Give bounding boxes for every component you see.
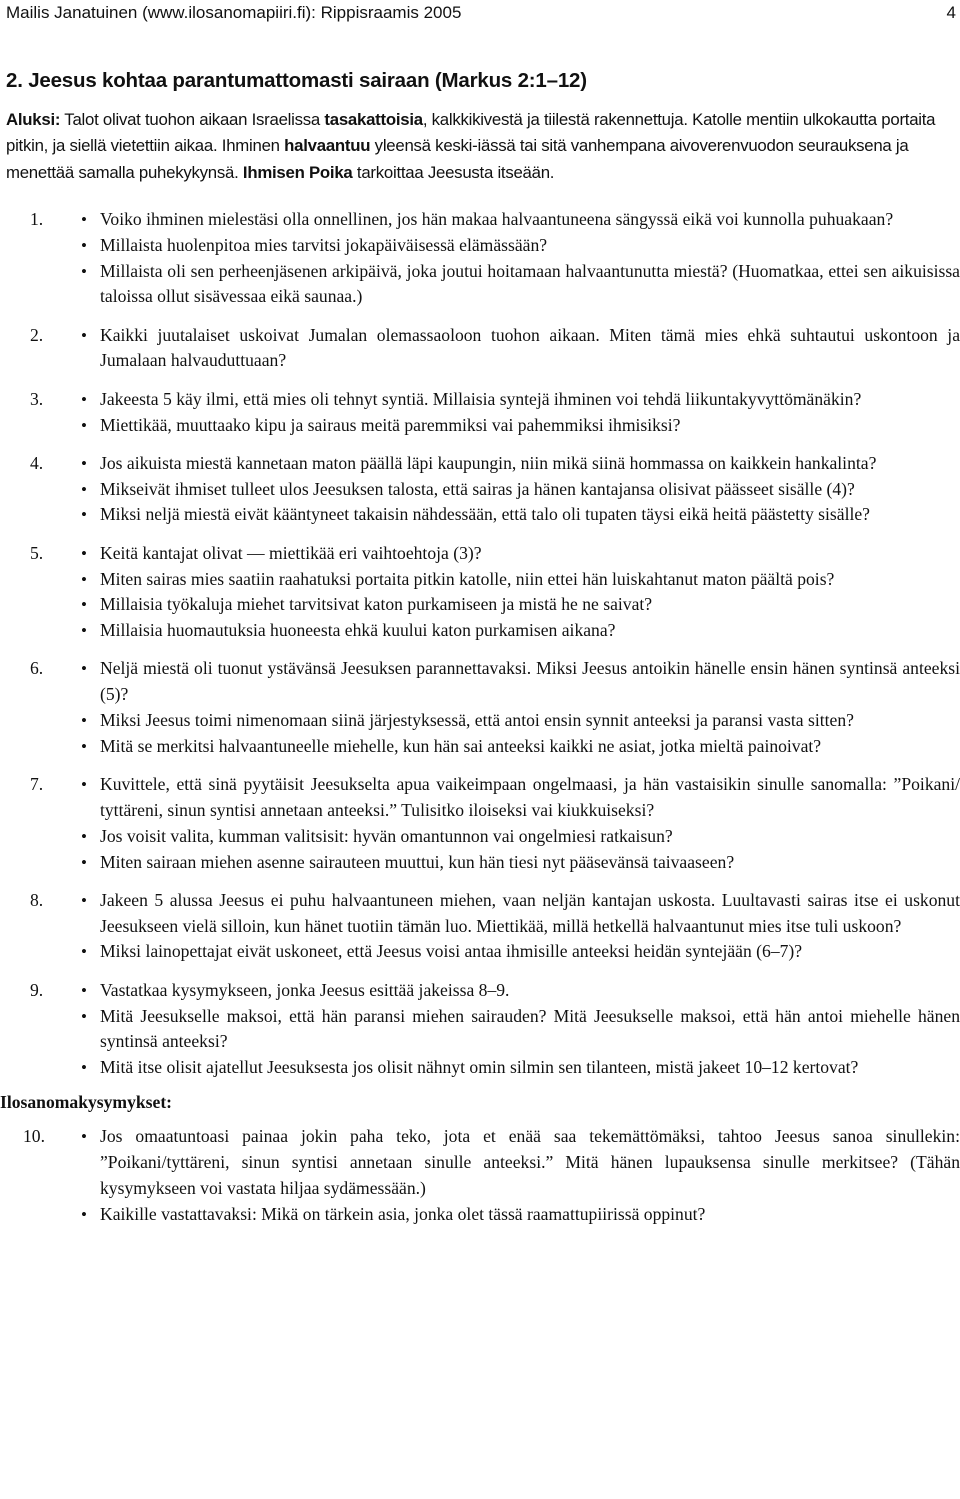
question-text: Miten sairas mies saatiin raahatuksi portaita pitkin katolle, niin ettei hän luiskahtanut maton päältä pois?	[100, 568, 835, 589]
question-text: Jos omaatuntoasi painaa jokin paha teko, jota et enää saa tekemättömäksi, tahtoo Jeesus sanoa sinullekin: ”Poikani/tyttäreni, sinun syntisi annetaan sinulle anteeksi.” Mitä hänen lupauksensa sinulle merkitsee? (Tähän kysymykseen voi vastata hiljaa sydämessään.)	[100, 1126, 960, 1198]
question-text: Mitä Jeesukselle maksoi, että hän paransi miehen sairauden? Mitä Jeesukselle maksoi, että hän antoi miehelle hänen syntinsä anteeksi?	[100, 1005, 960, 1052]
bullet-icon: •	[81, 235, 87, 255]
question-number: 2.	[30, 324, 44, 345]
question-text: Jakeesta 5 käy ilmi, että mies oli tehnyt syntiä. Millaisia syntejä ihminen voi tehdä liikuntakyvyttömänäkin?	[100, 388, 862, 409]
question-text: Millaista oli sen perheenjäsenen arkipäivä, joka joutui hoitamaan halvaantunutta miestä? (Huomatkaa, ettei sen aikuisissa taloissa ollut sisävessaa eikä saunaa.)	[100, 260, 960, 307]
question-item	[6, 978, 960, 1004]
intro-text: , kalkkikivestä ja tiilestä rakennettuja. Katolle mentiin ulkokautta portaita pitkin, ja siellä vietettiin aikaa. Ihminen	[6, 110, 936, 156]
page-number: 4	[946, 3, 956, 22]
question-text: Mitä se merkitsi halvaantuneelle miehelle, kun hän sai anteeksi kaikki ne asiat, jotka mieltä painoivat?	[100, 735, 822, 756]
question-item	[6, 592, 960, 618]
bullet-icon: •	[81, 389, 87, 409]
question-item	[6, 939, 960, 965]
subheading-ilosanomakysymykset: Ilosanomakysymykset:	[0, 1092, 173, 1113]
bullet-icon: •	[81, 1204, 87, 1224]
question-text: Voiko ihminen mielestäsi olla onnellinen, jos hän makaa halvaantuneena sängyssä eikä voi kunnolla puhuakaan?	[100, 209, 894, 229]
question-number: 6.	[30, 658, 44, 679]
question-text: Jos voisit valita, kumman valitsisit: hyvän omantunnon vai ongelmiesi ratkaisun?	[100, 825, 673, 846]
bullet-icon: •	[81, 980, 87, 1000]
question-number: 3.	[30, 388, 44, 409]
question-item	[6, 567, 960, 593]
intro-text: tarkoittaa Jeesusta itseään.	[352, 162, 555, 182]
question-list	[0, 207, 960, 1240]
question-text: Miksi neljä miestä eivät kääntyneet takaisin nähdessään, että talo oli tupaten täysi eikä heitä päästetty sisälle?	[100, 504, 870, 525]
question-number: 1.	[30, 209, 44, 229]
question-number: 5.	[30, 542, 44, 563]
question-number: 9.	[30, 979, 44, 1000]
question-item	[6, 323, 960, 375]
bullet-icon: •	[81, 415, 87, 435]
question-text: Miettikää, muuttaako kipu ja sairaus meitä paremmiksi vai pahemmiksi ihmisiksi?	[100, 414, 681, 435]
question-group	[6, 207, 960, 310]
bullet-icon: •	[81, 569, 87, 589]
question-group	[6, 323, 960, 375]
bullet-icon: •	[81, 543, 87, 563]
question-group	[6, 656, 960, 759]
question-item	[6, 824, 960, 850]
bullet-icon: •	[81, 261, 87, 281]
question-item	[6, 1124, 960, 1201]
question-item	[6, 541, 960, 567]
question-text: Vastatkaa kysymykseen, jonka Jeesus esittää jakeissa 8–9.	[100, 979, 510, 1000]
question-text: Miksi Jeesus toimi nimenomaan siinä järjestyksessä, että antoi ensin synnit anteeksi ja paransi vasta sitten?	[100, 710, 854, 731]
bullet-icon: •	[81, 595, 87, 615]
question-text: Miksi lainopettajat eivät uskoneet, että Jeesus voisi antaa ihmisille anteeksi heidän syntejään (6–7)?	[100, 941, 803, 962]
question-group	[6, 978, 960, 1081]
bullet-icon: •	[81, 1127, 87, 1147]
bullet-icon: •	[81, 479, 87, 499]
question-item	[6, 1004, 960, 1056]
question-item	[6, 502, 960, 528]
intro-paragraph	[6, 107, 958, 186]
question-text: Millaista huolenpitoa mies tarvitsi jokapäiväisessä elämässään?	[100, 234, 548, 255]
bullet-icon: •	[81, 210, 87, 229]
intro-term-tasakattoisia: tasakattoisia	[324, 110, 423, 129]
bullet-icon: •	[81, 826, 87, 846]
question-item	[6, 259, 960, 311]
question-text: Millaisia työkaluja miehet tarvitsivat katon purkamiseen ja mistä he ne saivat?	[100, 594, 653, 615]
bullet-icon: •	[81, 325, 87, 345]
question-item	[6, 734, 960, 760]
question-text: Jos aikuista miestä kannetaan maton päällä läpi kaupungin, niin mikä siinä hommassa on kaikkein hankalinta?	[100, 452, 877, 473]
question-number: 8.	[30, 889, 44, 910]
bullet-icon: •	[81, 621, 87, 641]
bullet-icon: •	[81, 942, 87, 962]
question-item	[6, 656, 960, 708]
question-item	[6, 233, 960, 259]
question-item	[6, 207, 960, 233]
bullet-icon: •	[81, 890, 87, 910]
question-text: Keitä kantajat olivat — miettikää eri vaihtoehtoja (3)?	[100, 542, 482, 563]
question-item	[6, 708, 960, 734]
question-number: 10.	[23, 1126, 45, 1147]
question-group	[6, 772, 960, 875]
bullet-icon: •	[81, 453, 87, 473]
question-text: Jakeen 5 alussa Jeesus ei puhu halvaantuneen miehen, vaan neljän kantajan uskosta. Luultavasti sairas itse ei uskonut Jeesukseen vielä silloin, kun hänet tuotiin tämän luo. Miettikää, millä hetkellä halvaantunut mies itse tuli uskoon?	[100, 889, 960, 936]
question-text: Miten sairaan miehen asenne sairauteen muuttui, kun hän tiesi nyt pääsevänsä taivaaseen?	[100, 851, 735, 872]
question-text: Mitä itse olisit ajatellut Jeesuksesta jos olisit nähnyt omin silmin sen tilanteen, mistä jakeet 10–12 kertovat?	[100, 1057, 859, 1078]
question-item	[6, 1202, 960, 1228]
intro-text: yleensä keski-iässä tai sitä vanhempana aivoverenvuodon seurauksena ja menettää samalla puhekykynsä.	[6, 136, 909, 182]
intro-term-ihmisen-poika: Ihmisen Poika	[242, 162, 353, 182]
bullet-icon: •	[81, 1058, 87, 1078]
question-text: Kaikki juutalaiset uskoivat Jumalan olemassaoloon tuohon aikaan. Miten tämä mies ehkä suhtautui uskontoon ja Jumalaan halvauduttuaan?	[100, 324, 960, 371]
question-group	[6, 1124, 960, 1227]
bullet-icon: •	[81, 711, 87, 731]
question-text: Millaisia huomautuksia huoneesta ehkä kuului katon purkamisen aikana?	[100, 620, 616, 641]
question-item	[6, 618, 960, 644]
question-item	[6, 1055, 960, 1081]
intro-term-halvaantuu: halvaantuu	[284, 136, 371, 156]
question-text: Kuvittele, että sinä pyytäisit Jeesukselta apua vaikeimpaan ongelmaasi, ja hän vastaisikin sinulle sanomalla: ”Poikani/ tyttäreni, sinun syntisi annetaan anteeksi.” Tulisitko iloiseksi vai kiukkuiseksi?	[100, 774, 960, 820]
intro-label: Aluksi:	[6, 110, 61, 129]
bullet-icon: •	[81, 505, 87, 525]
bullet-icon: •	[81, 736, 87, 756]
section-title: 2. Jeesus kohtaa parantumattomasti sairaan (Markus 2:1–12)	[6, 69, 587, 92]
question-group	[6, 387, 960, 439]
question-item	[6, 850, 960, 876]
header-source: Mailis Janatuinen (www.ilosanomapiiri.fi): Rippisraamis 2005	[6, 3, 462, 22]
question-item	[6, 387, 960, 413]
question-group	[6, 888, 960, 965]
question-number: 7.	[30, 774, 44, 795]
question-number: 4.	[30, 452, 44, 473]
question-text: Kaikille vastattavaksi: Mikä on tärkein asia, jonka olet tässä raamattupiirissä oppinut?	[100, 1203, 706, 1224]
question-item	[6, 413, 960, 439]
page-header	[6, 2, 956, 24]
bullet-icon: •	[81, 775, 87, 795]
bullet-icon: •	[81, 1006, 87, 1026]
question-text: Mikseivät ihmiset tulleet ulos Jeesuksen talosta, että sairas ja hänen kantajansa olisivat päässeet sisälle (4)?	[100, 478, 855, 499]
question-text: Neljä miestä oli tuonut ystävänsä Jeesuksen parannettavaksi. Miksi Jeesus antoikin hänelle ensin hänen syntinsä anteeksi (5)?	[100, 658, 960, 705]
bullet-icon: •	[81, 852, 87, 872]
question-item	[6, 888, 960, 940]
bullet-icon: •	[81, 659, 87, 679]
question-item	[6, 772, 960, 824]
question-item	[6, 451, 960, 477]
question-group	[6, 541, 960, 644]
question-group	[6, 451, 960, 528]
intro-text: Talot olivat tuohon aikaan Israelissa	[60, 110, 325, 129]
question-item	[6, 477, 960, 503]
